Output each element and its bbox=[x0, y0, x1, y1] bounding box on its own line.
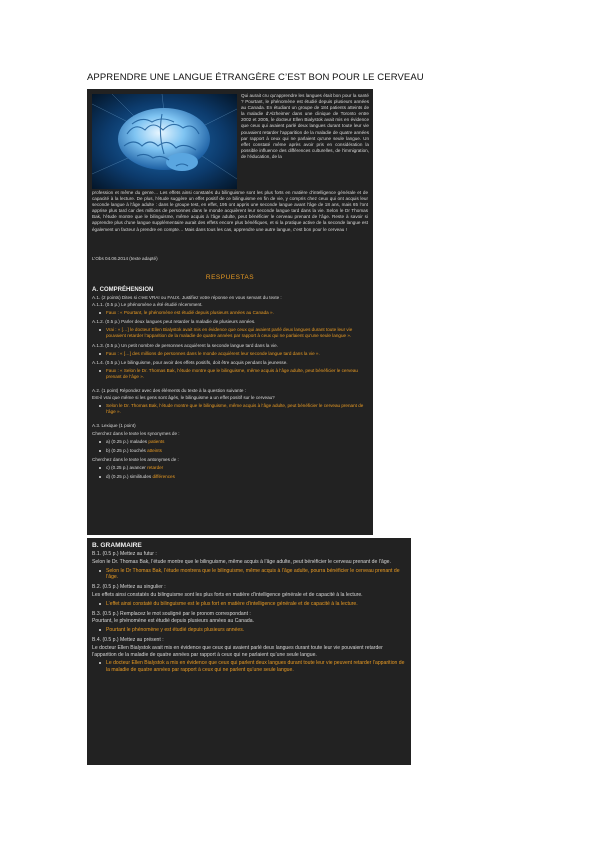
article-text-full: profession et même du genre… Les effets ainsi constatés du bilinguisme sont les plus forts en matière d’intelligence générale et de capacité à la lecture. De plus, l’étude suggère un effet positif de ce bilinguisme en fin de vie, y compris chez ceux qui ont acquis leur seconde langue à l’âge adulte : dans le groupe test, en effet, 195 ont appris une seconde langue avant l’âge de 18 ans, mais 65 l’ont apprise plus tard car des millions de personnes dans le monde acquièrent leur seconde langue tard dans la vie. Selon le Dr Thomas Bak, l’étude montre que le bilinguisme, même acquis à l’âge adulte, peut bénéficier le cerveau prenant de l’âge. Reste à savoir si apprendre plus d’une langue supplémentaire aurait des effets encore plus bénéfiques, et si la pratique active de la seconde langue est également un facteur à prendre en compte… Mais dans tous les cas, apprendre une autre langue, c’est bon pour le cerveau ! bbox=[92, 190, 368, 232]
comprehension-section bbox=[92, 286, 368, 483]
lexique-item: d) (0.25 p.) similitudes différences bbox=[92, 474, 368, 480]
question: A.1.4. (0.5 p.) Le bilinguisme, pour avoir des effets positifs, doit être acquis pendant la jeunesse. bbox=[92, 359, 288, 365]
answer: Selon le Dr Thomas Bak, l’étude montrera que le bilinguisme, même acquis à l’âge adulte, pourra bénéficier le cerveau prenant de l’âge. bbox=[92, 568, 405, 582]
answer: Faux : « […] des millions de personnes dans le monde acquièrent leur seconde langue tard dans la vie ». bbox=[92, 351, 368, 357]
answer: Faux : « Selon le Dr. Thomas Bak, l’étude montre que le bilinguisme, même acquis à l’âge adulte, peut bénéficier le cerveau prenant de l’âge ». bbox=[92, 368, 368, 380]
answer: Le docteur Ellen Bialystok a mis en évidence que ceux qui parlent deux langues durant toute leur vie peuvent retarder l’apparition de la maladie de quatre années par rapport à ceux qui ne parlent qu’une seule langue. bbox=[92, 660, 405, 674]
answer: Faux : « Pourtant, le phénomène est étudié depuis plusieurs années au Canada ». bbox=[92, 310, 368, 316]
answer: Vrai : « […] le docteur Ellen Bialystok avait mis en évidence que ceux qui avaient parlé deux langues durant toute leur vie pouvaient retarder l’apparition de la maladie de quatre années par rapport à ceux qui ne parlaient qu’une seule langue ». bbox=[92, 327, 368, 339]
grammar-panel bbox=[87, 538, 411, 765]
answer: L’effet ainsi constaté du bilinguisme est le plus fort en matière d’intelligence générale et de capacité à la lecture. bbox=[92, 601, 405, 608]
question: B.1. (0.5 p.) Mettez au futur : bbox=[92, 551, 157, 557]
brain-image bbox=[92, 94, 237, 189]
synonym-instruction: Cherchez dans le texte les synonymes de : bbox=[92, 430, 180, 436]
grammar-section bbox=[92, 542, 405, 677]
antonym-instruction: Cherchez dans le texte les antonymes de : bbox=[92, 456, 179, 462]
document-title: APPRENDRE UNE LANGUE ÉTRANGÈRE C’EST BON POUR LE CERVEAU bbox=[87, 72, 424, 83]
section-heading: A. COMPRÉHENSION bbox=[92, 287, 154, 293]
sentence: Les effets ainsi constatés du bilinguisme sont les plus forts en matière d’intelligence générale et de capacité à la lecture. bbox=[92, 591, 363, 598]
article-text-right: Qui aurait cru qu’apprendre les langues était bon pour la santé ? Pourtant, le phénomène est étudié depuis plusieurs années au Canada. En étudiant un groupe de 184 patients atteints de la maladie d’Alzheimer dans une clinique de Toronto entre 2002 et 2005, le docteur Ellen Bialystok avait mis en évidence que ceux qui avaient parlé deux langues durant toute leur vie pouvaient retarder l’apparition de la maladie de quatre années par rapport à ceux qui ne parlaient qu’une seule langue. Un effet constaté même après avoir pris en considération la possible influence des différences culturelles, de l’immigration, de l’éducation, de la bbox=[241, 93, 369, 159]
article-panel bbox=[87, 89, 373, 535]
question: B.3. (0.5 p.) Remplacez le mot souligné par le pronom correspondant : bbox=[92, 610, 251, 617]
question: A.1.3. (0.5 p.) Un petit nombre de personnes acquièrent la seconde langue tard dans la vie. bbox=[92, 342, 278, 348]
question: A.2. (1 point) Répondez avec des éléments du texte à la question suivante : bbox=[92, 388, 246, 394]
lexique-heading: A.3. Lexique (1 point) bbox=[92, 423, 136, 429]
question: A.1.2. (0.5 p.) Parler deux langues peut retarder la maladie de plusieurs années. bbox=[92, 319, 256, 325]
respuestas-title: RESPUESTAS bbox=[205, 274, 255, 281]
article-source: L’Obs 04.06.2014 (texte adapté) bbox=[92, 256, 158, 261]
question: A.1.1. (0.5 p.) Le phénomène a été étudié récemment. bbox=[92, 302, 203, 308]
answer: Selon le Dr. Thomas Bak, l’étude montre que le bilinguisme, même acquis à l’âge adulte, peut bénéficier le cerveau prenant de l’âge ». bbox=[92, 403, 368, 415]
sentence: Selon le Dr. Thomas Bak, l’étude montre que le bilinguisme, même acquis à l’âge adulte, peut bénéficier le cerveau prenant de l’âge. bbox=[92, 558, 391, 565]
instruction: A.1. (2 points) Dites si c’est VRAI ou FAUX. Justifiez votre réponse en vous servant du texte : bbox=[92, 295, 282, 300]
question: B.2. (0.5 p.) Mettez au singulier : bbox=[92, 584, 166, 591]
question: Est-il vrai que même si les gens sont âgés, le bilinguisme a un effet positif sur le cerveau? bbox=[92, 395, 275, 401]
lexique-item: a) (0.25 p.) malades patients bbox=[92, 439, 368, 445]
section-heading: B. GRAMMAIRE bbox=[92, 542, 142, 549]
lexique-item: c) (0.25 p.) avancer retarder bbox=[92, 465, 368, 471]
lexique-item: b) (0.25 p.) touchés atteints bbox=[92, 448, 368, 454]
answer: Pourtant le phénomène y est étudié depuis plusieurs années. bbox=[92, 627, 405, 634]
question: B.4. (0.5 p.) Mettez au présent : bbox=[92, 636, 164, 643]
sentence: Le docteur Ellen Bialystok avait mis en évidence que ceux qui avaient parlé deux langues durant toute leur vie pouvaient retarder l’apparition de la maladie de quatre années par rapport à ceux qui ne parlaient qu’une seule langue. bbox=[92, 644, 383, 658]
sentence: Pourtant, le phénomène est étudié depuis plusieurs années au Canada. bbox=[92, 618, 254, 625]
